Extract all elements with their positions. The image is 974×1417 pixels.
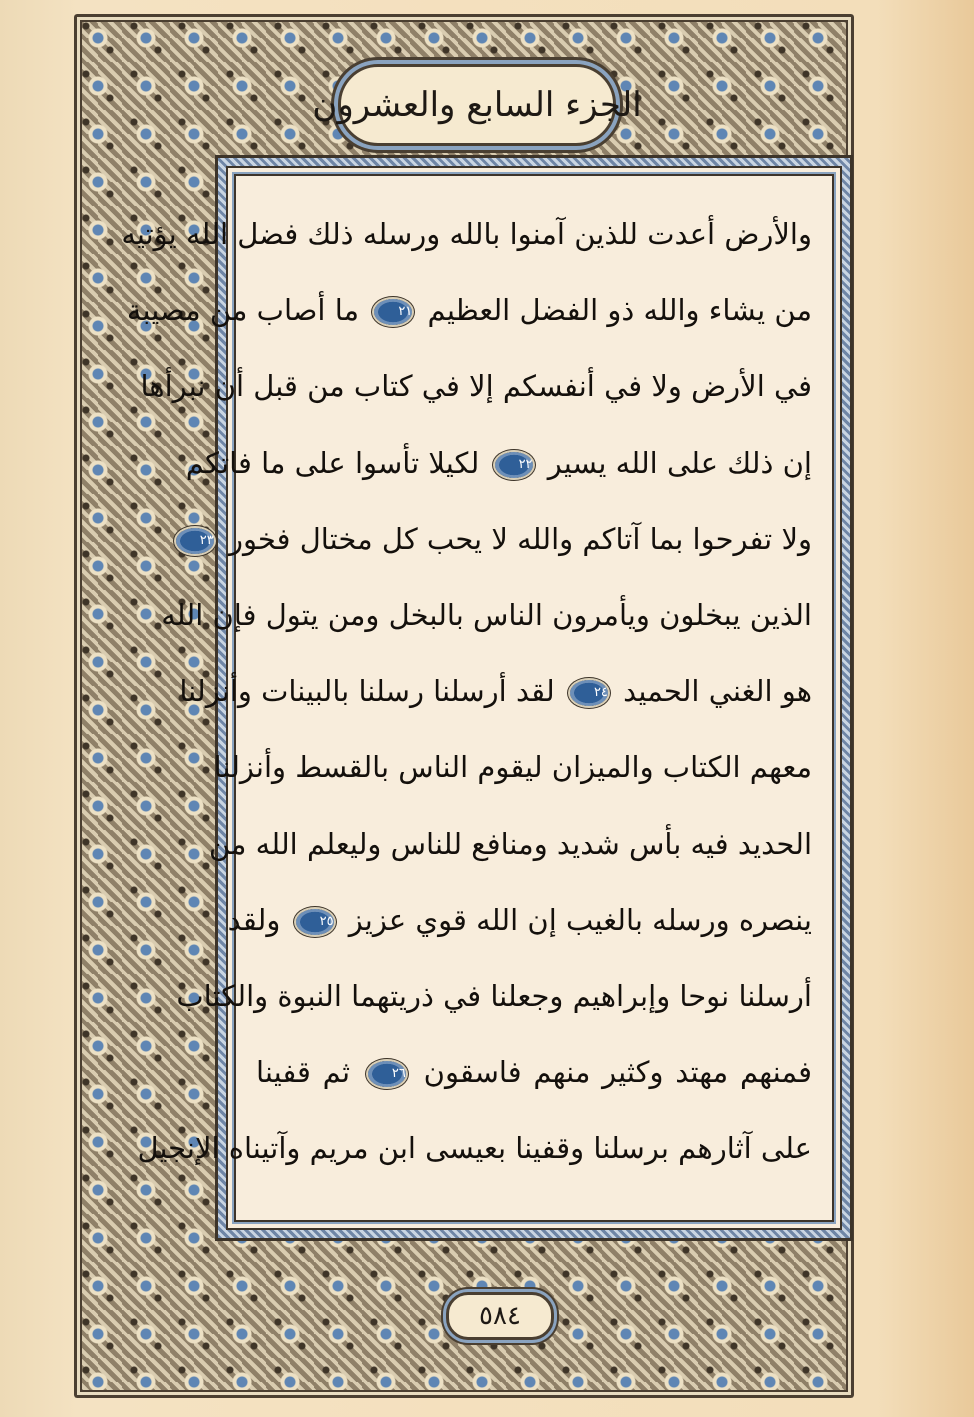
juz-title: الجزء السابع والعشرون (312, 85, 642, 125)
verse-line (256, 1034, 812, 1110)
verse-line (185, 425, 812, 501)
verse-text: ما أصاب من مصيبة (126, 293, 360, 328)
verse-text: إن ذلك على الله يسير (547, 445, 812, 480)
verse-text: من يشاء والله ذو الفضل العظيم (427, 293, 812, 328)
verse-line (176, 958, 812, 1034)
verse-line (137, 1110, 812, 1186)
verse-line (140, 348, 812, 424)
verse-text: معهم الكتاب والميزان ليقوم الناس بالقسط وأنزلنا (213, 750, 812, 785)
verse-line (121, 196, 812, 272)
verse-text: في الأرض ولا في أنفسكم إلا في كتاب من قبل أن نبرأها (140, 369, 812, 404)
verse-text: الذين يبخلون ويأمرون الناس بالبخل ومن يتول فإن الله (161, 597, 812, 632)
verse-text: ثم قفينا (256, 1055, 351, 1090)
verse-line (161, 577, 812, 653)
ayah-number-marker: ٢٥ (296, 909, 334, 935)
verse-line (213, 729, 812, 805)
verse-text: لكيلا تأسوا على ما فاتكم (185, 445, 480, 480)
ayah-number-marker: ٢٢ (495, 452, 533, 478)
verse-line (179, 653, 812, 729)
ayah-number-marker: ٢٤ (570, 680, 608, 706)
verse-text: أرسلنا نوحا وإبراهيم وجعلنا في ذريتهما النبوة والكتاب (176, 978, 812, 1013)
verse-line (126, 272, 812, 348)
text-panel (121, 158, 850, 1238)
page-number: ٥٨٤ (479, 1301, 521, 1331)
ayah-number-marker: ٢١ (374, 299, 412, 325)
verse-text: فمنهم مهتد وكثير منهم فاسقون (423, 1055, 813, 1090)
verse-text: ولقد (227, 902, 281, 937)
verse-text: والأرض أعدت للذين آمنوا بالله ورسله ذلك فضل الله يؤتيه (121, 217, 812, 251)
page-number-cartouche (446, 1292, 554, 1340)
text-area (121, 166, 842, 1230)
ayah-number-marker: ٢٦ (368, 1061, 406, 1087)
verse-line (208, 806, 812, 882)
verse-text: هو الغني الحميد (623, 674, 812, 709)
verse-line (199, 501, 812, 577)
verse-line (227, 882, 812, 958)
ayah-number-marker: ٢٣ (176, 528, 214, 554)
verse-text: لقد أرسلنا رسلنا بالبينات وأنزلنا (179, 674, 555, 709)
verse-text: على آثارهم برسلنا وقفينا بعيسى ابن مريم وآتيناه الإنجيل (137, 1131, 812, 1166)
verse-text: ينصره ورسله بالغيب إن الله قوي عزيز (348, 902, 812, 937)
verse-text: ولا تفرحوا بما آتاكم والله لا يحب كل مختال فخور (228, 521, 812, 556)
juz-title-cartouche (312, 64, 642, 146)
verse-text: الحديد فيه بأس شديد ومنافع للناس وليعلم الله من (208, 826, 812, 861)
